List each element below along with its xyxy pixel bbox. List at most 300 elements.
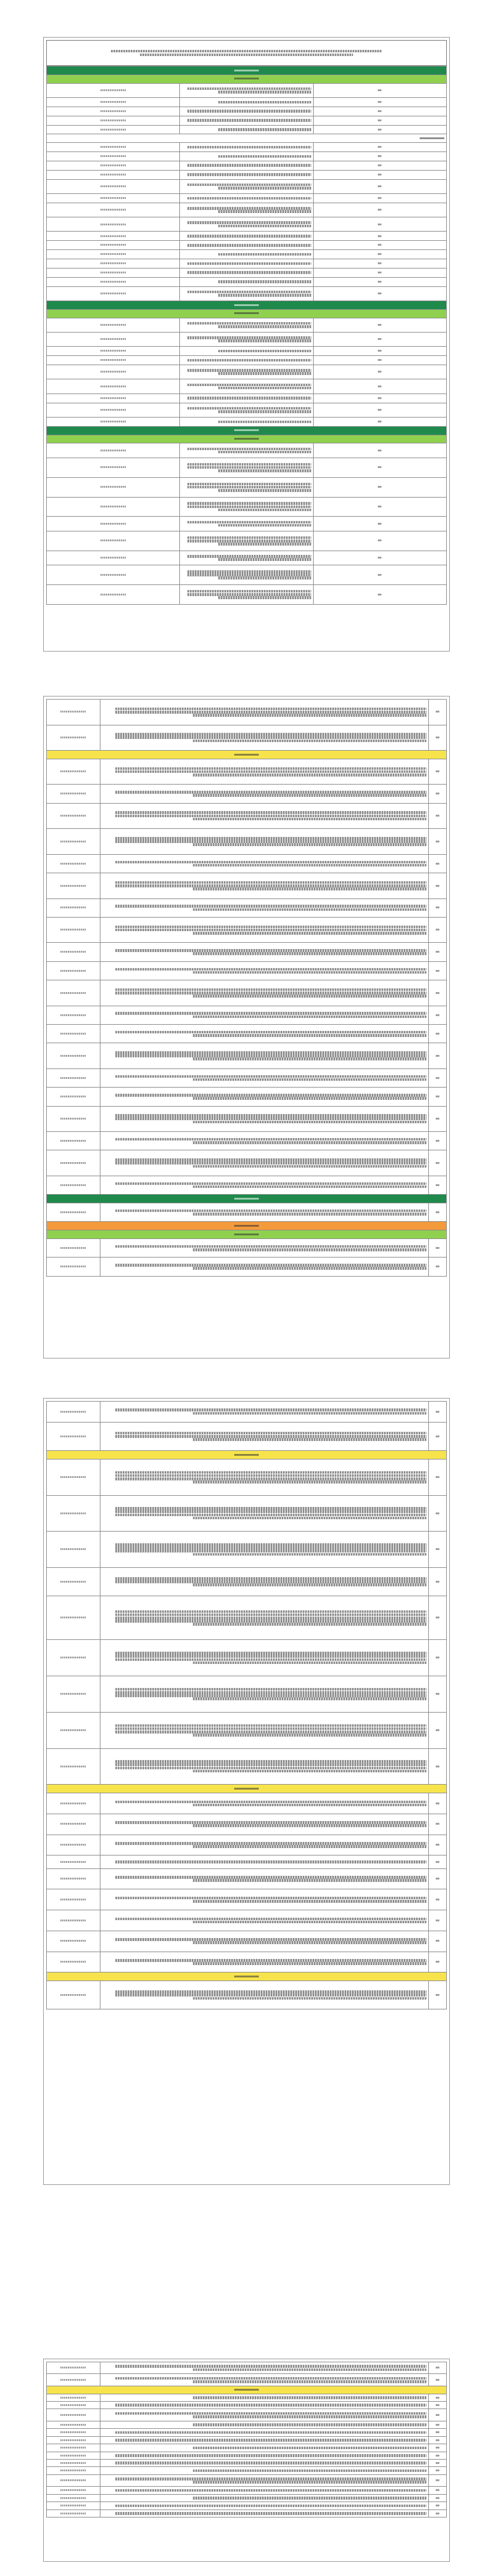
table-row xyxy=(47,898,447,917)
row-number-placeholder xyxy=(436,1617,439,1618)
table-row xyxy=(47,1532,447,1568)
description-text-placeholder xyxy=(218,187,311,190)
section-header-row xyxy=(47,1222,447,1230)
date-cell xyxy=(47,1712,100,1748)
table-row xyxy=(47,2402,447,2409)
row-number-cell xyxy=(313,83,446,97)
table-row xyxy=(47,854,447,873)
description-text-placeholder xyxy=(187,506,311,509)
date-text-placeholder xyxy=(60,885,86,887)
row-number-placeholder xyxy=(436,793,439,794)
date-cell xyxy=(47,2460,100,2467)
description-cell xyxy=(180,268,313,277)
row-number-cell xyxy=(429,2509,447,2517)
description-text-placeholder xyxy=(115,1730,426,1734)
row-number-cell xyxy=(429,1855,447,1868)
schedule-table xyxy=(46,699,447,1277)
sheet xyxy=(46,699,447,1277)
description-cell xyxy=(180,379,313,394)
row-number-placeholder xyxy=(436,815,439,817)
row-number-placeholder xyxy=(436,951,439,953)
sheet xyxy=(46,1401,447,2009)
date-cell xyxy=(47,232,180,241)
description-cell xyxy=(180,179,313,193)
row-number-placeholder xyxy=(436,1162,439,1164)
date-cell xyxy=(47,517,180,531)
row-number-cell xyxy=(429,1952,447,1972)
description-text-placeholder xyxy=(193,1962,426,1965)
row-number-placeholder xyxy=(436,1055,439,1057)
date-text-placeholder xyxy=(60,1055,86,1057)
date-cell xyxy=(47,2452,100,2459)
description-text-placeholder xyxy=(193,1879,426,1882)
date-cell xyxy=(47,2436,100,2444)
date-text-placeholder xyxy=(60,793,86,794)
row-number-placeholder xyxy=(436,2497,439,2499)
description-cell xyxy=(100,1868,429,1889)
table-row xyxy=(47,1835,447,1855)
row-number-cell xyxy=(429,725,447,751)
row-number-placeholder xyxy=(436,1920,439,1921)
description-text-placeholder xyxy=(115,1577,426,1580)
section-header-cell xyxy=(47,309,447,318)
date-text-placeholder xyxy=(60,1693,86,1695)
description-text-placeholder xyxy=(115,1182,426,1185)
row-number-cell xyxy=(313,365,446,379)
date-text-placeholder xyxy=(60,1861,86,1863)
row-number-cell xyxy=(429,2460,447,2467)
description-text-placeholder xyxy=(193,2380,426,2383)
date-text-placeholder xyxy=(60,863,86,865)
description-text-placeholder xyxy=(115,1655,426,1658)
description-cell xyxy=(100,2421,429,2428)
description-cell xyxy=(180,458,313,477)
schedule-table xyxy=(46,2362,447,2517)
row-number-placeholder xyxy=(378,450,381,451)
description-cell xyxy=(100,1203,429,1222)
date-text-placeholder xyxy=(100,281,126,283)
row-number-placeholder xyxy=(378,506,381,507)
date-cell xyxy=(47,1422,100,1450)
row-number-cell xyxy=(429,873,447,899)
description-text-placeholder xyxy=(218,558,311,561)
description-cell xyxy=(100,1106,429,1132)
row-number-placeholder xyxy=(436,1096,439,1097)
table-row xyxy=(47,2429,447,2436)
row-number-cell xyxy=(313,565,446,585)
description-cell xyxy=(100,1952,429,1972)
row-number-cell xyxy=(313,417,446,426)
row-number-placeholder xyxy=(436,2505,439,2506)
description-cell xyxy=(100,700,429,725)
description-text-placeholder xyxy=(193,1845,426,1848)
row-number-placeholder xyxy=(378,209,381,211)
table-row xyxy=(47,1793,447,1814)
date-cell xyxy=(47,203,180,217)
description-cell xyxy=(100,1495,429,1532)
row-number-placeholder xyxy=(436,2489,439,2491)
description-text-placeholder xyxy=(115,1959,426,1962)
description-text-placeholder xyxy=(218,489,311,492)
row-number-cell xyxy=(313,347,446,356)
table-row xyxy=(47,1868,447,1889)
description-cell xyxy=(100,1889,429,1910)
row-number-cell xyxy=(313,161,446,170)
date-text-placeholder xyxy=(100,174,126,176)
description-cell xyxy=(100,1676,429,1713)
date-cell xyxy=(47,1931,100,1952)
row-number-cell xyxy=(429,2429,447,2436)
table-row xyxy=(47,1203,447,1222)
table-row xyxy=(47,1258,447,1276)
date-text-placeholder xyxy=(60,2513,86,2514)
description-text-placeholder xyxy=(187,397,311,400)
description-text-placeholder xyxy=(193,794,426,797)
table-row xyxy=(47,1043,447,1069)
row-number-cell xyxy=(429,1931,447,1952)
description-cell xyxy=(100,873,429,899)
description-text-placeholder xyxy=(193,1097,426,1100)
table-row xyxy=(47,1814,447,1835)
table-row xyxy=(47,759,447,785)
description-text-placeholder xyxy=(193,2396,426,2399)
date-cell xyxy=(47,2467,100,2474)
description-text-placeholder xyxy=(115,988,426,991)
date-text-placeholder xyxy=(60,1476,86,1478)
date-cell xyxy=(47,259,180,269)
description-cell xyxy=(100,2460,429,2467)
description-text-placeholder xyxy=(193,2497,426,2500)
description-text-placeholder xyxy=(218,253,311,256)
date-cell xyxy=(47,725,100,751)
date-cell xyxy=(47,2429,100,2436)
date-cell xyxy=(47,980,100,1006)
date-text-placeholder xyxy=(60,1823,86,1825)
description-text-placeholder xyxy=(115,1075,426,1078)
row-number-placeholder xyxy=(378,272,381,273)
date-text-placeholder xyxy=(60,841,86,842)
row-number-placeholder xyxy=(436,2397,439,2399)
date-text-placeholder xyxy=(60,1617,86,1618)
row-number-cell xyxy=(429,1024,447,1043)
section-header-row xyxy=(47,309,447,318)
description-cell xyxy=(180,332,313,346)
description-cell xyxy=(100,829,429,855)
section-header-cell xyxy=(47,1785,447,1793)
description-text-placeholder xyxy=(187,291,311,294)
description-cell xyxy=(100,2429,429,2436)
row-number-placeholder xyxy=(436,1766,439,1767)
description-cell xyxy=(100,1176,429,1194)
date-cell xyxy=(47,161,180,170)
description-text-placeholder xyxy=(187,244,311,247)
description-text-placeholder xyxy=(115,1514,426,1517)
description-cell xyxy=(100,725,429,751)
description-text-placeholder xyxy=(115,2477,426,2481)
row-number-placeholder xyxy=(436,1940,439,1942)
description-text-placeholder xyxy=(218,451,311,454)
section-header-row xyxy=(47,1972,447,1981)
description-text-placeholder xyxy=(115,2377,426,2380)
description-text-placeholder xyxy=(193,714,426,717)
row-number-cell xyxy=(313,179,446,193)
date-text-placeholder xyxy=(60,1077,86,1079)
date-cell xyxy=(47,898,100,917)
table-row xyxy=(47,458,447,477)
row-number-cell xyxy=(313,250,446,259)
row-number-placeholder xyxy=(436,2462,439,2464)
row-number-cell xyxy=(429,759,447,785)
table-row xyxy=(47,961,447,980)
date-text-placeholder xyxy=(60,992,86,994)
date-text-placeholder xyxy=(60,815,86,817)
date-cell xyxy=(47,97,180,107)
section-header-cell xyxy=(47,75,447,83)
table-row xyxy=(47,700,447,725)
description-text-placeholder xyxy=(193,1770,426,1773)
description-text-placeholder xyxy=(115,2439,426,2442)
row-number-cell xyxy=(313,107,446,116)
row-number-placeholder xyxy=(378,185,381,187)
description-text-placeholder xyxy=(115,929,426,932)
row-number-placeholder xyxy=(436,2414,439,2416)
description-text-placeholder xyxy=(115,1763,426,1766)
description-text-placeholder xyxy=(115,2404,426,2407)
table-row xyxy=(47,785,447,803)
row-number-cell xyxy=(313,584,446,604)
row-number-cell xyxy=(313,332,446,346)
date-text-placeholder xyxy=(60,2367,86,2368)
table-row xyxy=(47,356,447,365)
description-text-placeholder xyxy=(193,818,426,821)
table-row xyxy=(47,725,447,751)
table-row xyxy=(47,2444,447,2452)
row-number-cell xyxy=(429,1006,447,1024)
section-title-placeholder xyxy=(234,1976,259,1977)
description-text-placeholder xyxy=(115,1138,426,1141)
row-number-placeholder xyxy=(378,557,381,559)
row-number-cell xyxy=(313,458,446,477)
date-cell xyxy=(47,1106,100,1132)
table-row xyxy=(47,161,447,170)
row-number-cell xyxy=(429,2374,447,2386)
date-cell xyxy=(47,497,180,517)
table-row xyxy=(47,403,447,417)
description-text-placeholder xyxy=(115,1161,426,1165)
row-number-placeholder xyxy=(436,1961,439,1963)
table-row xyxy=(47,277,447,286)
description-cell xyxy=(100,1459,429,1495)
table-row xyxy=(47,873,447,899)
date-cell xyxy=(47,2494,100,2501)
description-text-placeholder xyxy=(187,87,311,91)
date-cell xyxy=(47,803,100,829)
description-text-placeholder xyxy=(193,1034,426,1037)
table-row xyxy=(47,1006,447,1024)
date-cell xyxy=(47,443,180,458)
date-cell xyxy=(47,1402,100,1423)
description-cell xyxy=(100,917,429,943)
date-cell xyxy=(47,403,180,417)
description-text-placeholder xyxy=(115,1051,426,1054)
table-row xyxy=(47,97,447,107)
description-cell xyxy=(100,854,429,873)
description-cell xyxy=(180,83,313,97)
row-number-cell xyxy=(429,1495,447,1532)
description-text-placeholder xyxy=(218,509,311,512)
date-text-placeholder xyxy=(100,421,126,422)
section-header-row xyxy=(47,435,447,443)
table-row xyxy=(47,2374,447,2386)
description-text-placeholder xyxy=(115,2412,426,2415)
row-number-placeholder xyxy=(436,1548,439,1550)
row-number-placeholder xyxy=(436,1899,439,1900)
table-row xyxy=(47,943,447,961)
date-cell xyxy=(47,873,100,899)
description-cell xyxy=(180,116,313,125)
date-text-placeholder xyxy=(100,506,126,507)
date-text-placeholder xyxy=(60,2431,86,2433)
date-text-placeholder xyxy=(100,209,126,211)
description-text-placeholder xyxy=(193,1697,426,1700)
row-number-placeholder xyxy=(378,253,381,255)
date-cell xyxy=(47,1640,100,1676)
row-number-placeholder xyxy=(436,1844,439,1846)
description-text-placeholder xyxy=(115,1432,426,1435)
date-text-placeholder xyxy=(100,371,126,373)
description-text-placeholder xyxy=(115,2431,426,2434)
date-cell xyxy=(47,2421,100,2428)
description-text-placeholder xyxy=(187,369,311,372)
date-text-placeholder xyxy=(100,253,126,255)
row-number-placeholder xyxy=(436,863,439,865)
date-cell xyxy=(47,531,180,551)
date-cell xyxy=(47,2509,100,2517)
description-text-placeholder xyxy=(115,905,426,908)
row-number-cell xyxy=(429,2436,447,2444)
table-row xyxy=(47,803,447,829)
row-number-cell xyxy=(313,497,446,517)
section-header-row xyxy=(47,134,447,143)
row-number-placeholder xyxy=(378,164,381,166)
description-text-placeholder xyxy=(115,767,426,770)
description-text-placeholder xyxy=(115,968,426,971)
row-number-cell xyxy=(429,1459,447,1495)
date-text-placeholder xyxy=(60,2424,86,2426)
section-title-placeholder xyxy=(234,70,259,71)
table-row xyxy=(47,443,447,458)
description-text-placeholder xyxy=(193,1121,426,1124)
table-row xyxy=(47,347,447,356)
description-text-placeholder xyxy=(115,1549,426,1552)
row-number-placeholder xyxy=(436,1878,439,1880)
description-text-placeholder xyxy=(115,1012,426,1015)
description-cell xyxy=(180,443,313,458)
description-text-placeholder xyxy=(115,1031,426,1034)
date-cell xyxy=(47,217,180,232)
description-text-placeholder xyxy=(187,573,311,576)
row-number-placeholder xyxy=(436,1823,439,1825)
description-text-placeholder xyxy=(115,1245,426,1248)
table-row xyxy=(47,584,447,604)
row-number-placeholder xyxy=(436,2431,439,2433)
row-number-cell xyxy=(429,1640,447,1676)
document-title-block xyxy=(46,40,447,66)
row-number-cell xyxy=(313,286,446,301)
row-number-cell xyxy=(429,1793,447,1814)
description-text-placeholder xyxy=(187,164,311,167)
description-text-placeholder xyxy=(187,184,311,187)
description-text-placeholder xyxy=(218,350,311,353)
table-row xyxy=(47,980,447,1006)
date-cell xyxy=(47,943,100,961)
date-cell xyxy=(47,1868,100,1889)
date-cell xyxy=(47,394,180,403)
date-text-placeholder xyxy=(100,197,126,199)
row-number-cell xyxy=(429,2494,447,2501)
date-text-placeholder xyxy=(60,951,86,953)
description-text-placeholder xyxy=(187,463,311,466)
section-header-cell xyxy=(47,2386,447,2394)
description-cell xyxy=(180,286,313,301)
description-text-placeholder xyxy=(115,1842,426,1845)
description-text-placeholder xyxy=(193,908,426,911)
date-cell xyxy=(47,277,180,286)
description-cell xyxy=(100,1910,429,1931)
date-cell xyxy=(47,2502,100,2509)
row-number-cell xyxy=(429,854,447,873)
date-cell xyxy=(47,477,180,497)
date-text-placeholder xyxy=(60,770,86,772)
row-number-placeholder xyxy=(378,350,381,352)
date-text-placeholder xyxy=(100,110,126,112)
row-number-placeholder xyxy=(436,1994,439,1996)
description-cell xyxy=(180,203,313,217)
description-text-placeholder xyxy=(193,2368,426,2372)
date-cell xyxy=(47,151,180,161)
table-row xyxy=(47,1088,447,1106)
table-row xyxy=(47,1931,447,1952)
date-text-placeholder xyxy=(60,2455,86,2457)
table-row xyxy=(47,1567,447,1596)
row-number-cell xyxy=(429,2452,447,2459)
row-number-cell xyxy=(313,551,446,565)
row-number-cell xyxy=(313,170,446,179)
table-row xyxy=(47,107,447,116)
row-number-placeholder xyxy=(378,146,381,148)
date-cell xyxy=(47,332,180,346)
section-header-cell xyxy=(47,1450,447,1459)
description-text-placeholder xyxy=(115,881,426,884)
description-text-placeholder xyxy=(115,1610,426,1613)
table-row xyxy=(47,394,447,403)
row-number-placeholder xyxy=(436,2404,439,2406)
description-text-placeholder xyxy=(115,811,426,814)
row-number-placeholder xyxy=(378,174,381,176)
row-number-placeholder xyxy=(378,324,381,326)
date-text-placeholder xyxy=(100,574,126,576)
row-number-cell xyxy=(429,961,447,980)
row-number-placeholder xyxy=(436,1077,439,1079)
row-number-placeholder xyxy=(436,1140,439,1142)
section-header-cell xyxy=(47,301,447,309)
table-row xyxy=(47,1132,447,1150)
description-text-placeholder xyxy=(187,336,311,339)
section-header-row xyxy=(47,75,447,83)
row-number-placeholder xyxy=(436,770,439,772)
description-text-placeholder xyxy=(193,1553,426,1556)
table-row xyxy=(47,565,447,585)
